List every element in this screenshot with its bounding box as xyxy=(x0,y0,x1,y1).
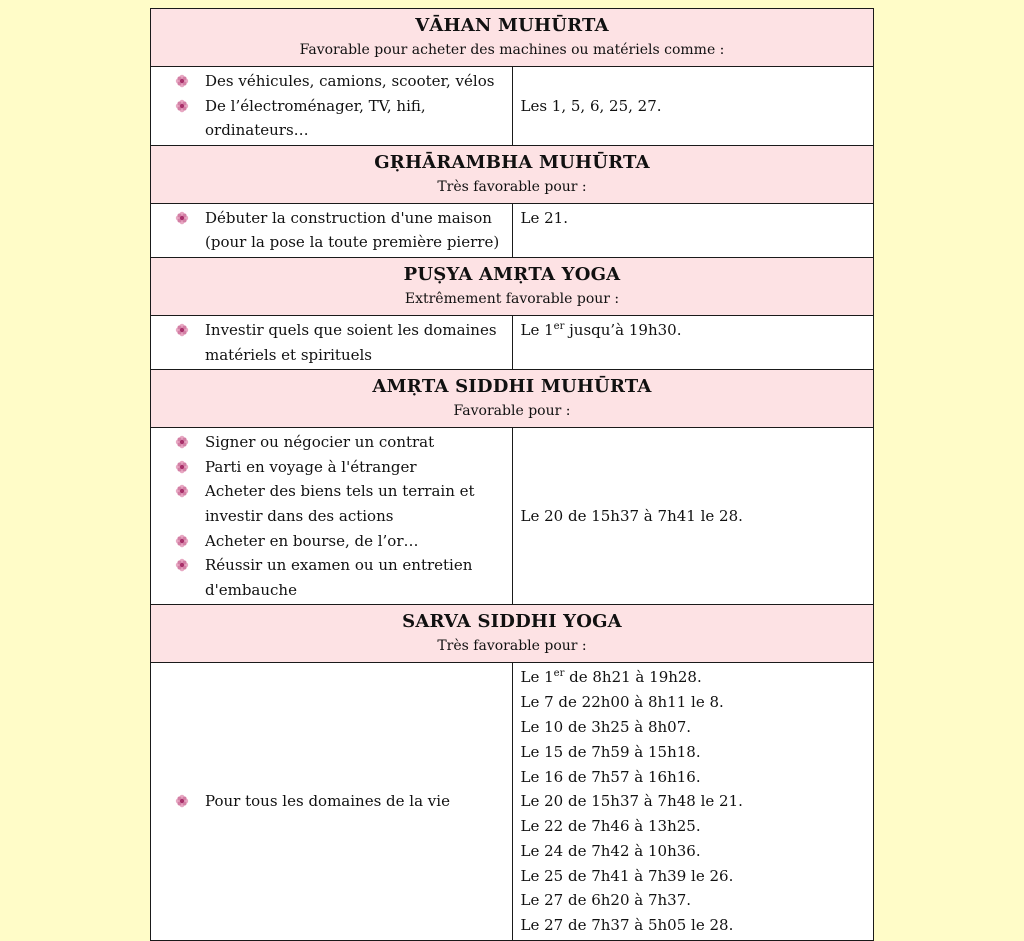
date-values-list xyxy=(521,665,866,938)
list-item xyxy=(175,206,508,255)
date-value: Le 20 de 15h37 à 7h41 le 28. xyxy=(520,506,743,525)
date-value-prefix: Le 1 xyxy=(520,320,554,339)
section-row-amrta-siddhi xyxy=(151,428,874,605)
section-header-sarva-siddhi xyxy=(151,605,874,663)
dates-cell xyxy=(512,67,874,146)
list-item-text: Pour tous les domaines de la vie xyxy=(205,792,450,811)
date-value: Le 22 de 7h46 à 13h25. xyxy=(520,817,701,836)
pink-flower-icon xyxy=(175,74,189,88)
date-value: Le 15 de 7h59 à 15h18. xyxy=(520,742,701,761)
section-header-grharambha xyxy=(151,145,874,203)
ordinal-suffix: er xyxy=(553,668,565,680)
date-value: Le 10 de 3h25 à 8h07. xyxy=(520,717,692,736)
section-subtitle: Favorable pour acheter des machines ou matériels comme : xyxy=(299,42,725,58)
activities-cell xyxy=(151,315,513,369)
dates-cell xyxy=(512,428,874,605)
activities-list xyxy=(175,206,508,255)
pink-flower-icon xyxy=(175,211,189,225)
section-header-vahan xyxy=(151,9,874,67)
ordinal-suffix: er xyxy=(553,320,565,332)
dates-cell xyxy=(512,663,874,941)
section-title: PUṢYA AMṚTA YOGA xyxy=(403,263,621,285)
pink-flower-icon xyxy=(175,558,189,572)
section-header-pusya xyxy=(151,257,874,315)
section-header-cell xyxy=(151,9,874,67)
pink-flower-icon xyxy=(175,323,189,337)
list-item-text: Acheter en bourse, de l’or… xyxy=(205,531,419,550)
list-item xyxy=(175,553,508,602)
section-header-amrta-siddhi xyxy=(151,370,874,428)
section-row-pusya xyxy=(151,315,874,369)
activities-cell xyxy=(151,203,513,257)
section-row-sarva-siddhi xyxy=(151,663,874,941)
section-title: AMṚTA SIDDHI MUHŪRTA xyxy=(372,376,652,398)
date-value-prefix: Le 1 xyxy=(520,668,554,687)
date-value xyxy=(521,665,866,690)
list-item-text: Des véhicules, camions, scooter, vélos xyxy=(205,72,495,90)
section-title: VĀHAN MUHŪRTA xyxy=(415,15,609,36)
date-value: Le 20 de 15h37 à 7h48 le 21. xyxy=(520,792,743,811)
list-item-text: Parti en voyage à l'étranger xyxy=(205,457,417,476)
list-item-text: De l’électroménager, TV, hifi, ordinateurs… xyxy=(205,96,426,140)
section-subtitle: Très favorable pour : xyxy=(437,178,587,195)
list-item xyxy=(175,69,508,94)
section-row-vahan xyxy=(151,67,874,146)
date-value: Le 7 de 22h00 à 8h11 le 8. xyxy=(520,693,724,712)
list-item-text: Signer ou négocier un contrat xyxy=(205,433,435,452)
date-value: Les 1, 5, 6, 25, 27. xyxy=(520,96,662,115)
section-subtitle: Extrêmement favorable pour : xyxy=(404,290,620,307)
section-subtitle: Très favorable pour : xyxy=(437,638,587,655)
list-item-text: Acheter des biens tels un terrain et investir dans des actions xyxy=(205,482,475,525)
pink-flower-icon xyxy=(175,534,189,548)
list-item xyxy=(175,455,508,480)
muhurta-document xyxy=(150,8,874,941)
list-item-text: Réussir un examen ou un entretien d'embauche xyxy=(205,556,473,599)
section-header-cell xyxy=(151,257,874,315)
dates-cell xyxy=(512,315,874,369)
date-value: Le 25 de 7h41 à 7h39 le 26. xyxy=(520,866,734,885)
activities-cell xyxy=(151,428,513,605)
list-item xyxy=(175,318,508,367)
date-value xyxy=(521,318,866,343)
pink-flower-icon xyxy=(175,484,189,498)
section-header-cell xyxy=(151,605,874,663)
list-item xyxy=(175,479,508,528)
activities-cell xyxy=(151,663,513,941)
pink-flower-icon xyxy=(175,794,189,808)
section-subtitle: Favorable pour : xyxy=(453,403,571,420)
muhurta-table xyxy=(150,8,874,941)
section-title: GṚHĀRAMBHA MUHŪRTA xyxy=(374,151,650,173)
list-item-text: Débuter la construction d'une maison (pour la pose la toute première pierre) xyxy=(205,208,500,252)
section-header-cell xyxy=(151,145,874,203)
list-item xyxy=(175,430,508,455)
list-item xyxy=(175,789,508,814)
date-value: Le 27 de 7h37 à 5h05 le 28. xyxy=(520,916,734,935)
date-value-suffix: de 8h21 à 19h28. xyxy=(564,668,702,687)
date-value: Le 16 de 7h57 à 16h16. xyxy=(520,767,701,786)
activities-list xyxy=(175,318,508,367)
section-row-grharambha xyxy=(151,203,874,257)
dates-cell xyxy=(512,203,874,257)
activities-cell xyxy=(151,67,513,146)
pink-flower-icon xyxy=(175,99,189,113)
date-value-suffix: jusqu’à 19h30. xyxy=(564,320,682,339)
date-value: Le 27 de 6h20 à 7h37. xyxy=(520,891,692,910)
date-value: Le 24 de 7h42 à 10h36. xyxy=(520,841,701,860)
activities-list xyxy=(175,430,508,602)
activities-list xyxy=(175,789,508,814)
activities-list xyxy=(175,69,508,143)
section-title: SARVA SIDDHI YOGA xyxy=(402,611,622,633)
list-item xyxy=(175,529,508,554)
section-header-cell xyxy=(151,370,874,428)
pink-flower-icon xyxy=(175,460,189,474)
list-item-text: Investir quels que soient les domaines matériels et spirituels xyxy=(205,320,497,364)
date-value: Le 21. xyxy=(520,208,568,227)
pink-flower-icon xyxy=(175,435,189,449)
list-item xyxy=(175,94,508,143)
